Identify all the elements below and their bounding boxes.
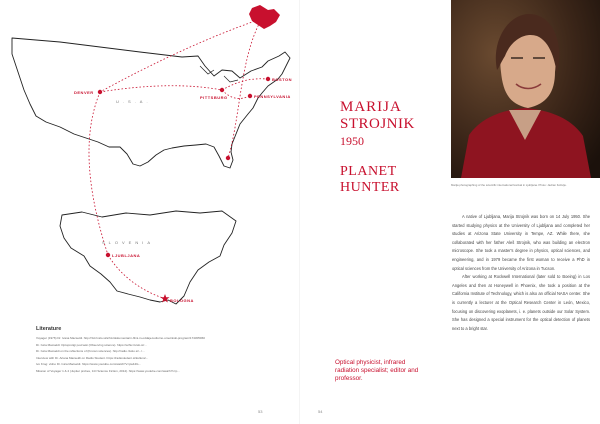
literature-item[interactable]: Dr. Ivica Macseldi: Optoprotigi povrseki (Observing science). https://arhiv.rtvslo.si/... (36, 342, 147, 347)
label-usa: U.S.A. (116, 99, 152, 104)
page-number-left: 53 (258, 409, 263, 414)
biography-paragraph-1: A native of Ljubljana, Marija Strojnik was born on 14 July 1950. She started studying physics at the University of Ljubljana and completed her studies at Arizona State University in Tempe, AZ. While there, she collaborated with her father Aleš Strojnik, who was building an electron microscope. She took a master's degree in physics, optical sciences, and engineering, and in 1979 became the first woman to receive a PhD in optical sciences from the University of Arizona in Tucson. (452, 214, 590, 271)
slovenia-outline (60, 211, 236, 304)
literature-item[interactable]: Voyager (1976) Dr. Ivana Macseldi. http://3d.rtvslo.si/arhiv/dokumentarni-filmi-in-oddaje-kulturno-umetniski-program/174305060 (36, 336, 205, 340)
marker-boston (266, 77, 270, 81)
label-boston: BOSTON (272, 77, 293, 82)
great-lakes (200, 66, 238, 82)
slovenia-red-icon (249, 5, 280, 29)
last-name: STROJNIK (340, 116, 415, 132)
label-slovenia: SLOVENIA (102, 240, 155, 245)
route-ljubljana-bologna (108, 255, 163, 298)
marker-denver (98, 90, 102, 94)
route-denver-pittsburg (100, 86, 222, 92)
page-number-right: 54 (318, 409, 323, 414)
route-slovenia-south (228, 22, 260, 158)
first-name: MARIJA (340, 99, 402, 115)
literature-heading: Literature (36, 326, 62, 332)
subtitle-line-2: HUNTER (340, 180, 400, 195)
role-description: Optical physicist, infrared radiation specialist; editor and professor. (335, 359, 419, 382)
marker-south (226, 156, 230, 160)
migration-map (0, 0, 300, 340)
label-denver: DENVER (74, 90, 94, 95)
marker-pittsburg (220, 88, 224, 92)
birth-year: 1950 (340, 134, 364, 148)
label-pennsylvania: PENNSYLVANIA (254, 94, 291, 99)
marker-ljubljana (106, 253, 110, 257)
literature-section (36, 326, 286, 376)
label-bologna: BOLOGNA (170, 298, 194, 303)
biography-text (452, 213, 590, 333)
portrait-photo (451, 0, 600, 178)
label-ljubljana: LJUBLJANA (112, 253, 141, 258)
route-denver-ljubljana (89, 92, 108, 255)
literature-item[interactable]: Interview with Dr. Ariana Macseldi on Radio Student. https://radiostudent.si/kultura/... (36, 355, 149, 360)
subtitle-line-1: PLANET (340, 164, 397, 179)
literature-item[interactable]: Dr. Ivica Macseldi on the reflections of (Known sciences). http://radio.rtvslo.si/.../... (36, 349, 145, 354)
biography-paragraph-2: After working at Rockwell International (later sold to Boeing) in Los Angeles and then at Honeywell in Phoenix, she took a position at the California Institute of Technology, which is also an official NASA center. She is currently a lecturer at the Optical Research Center in León, Mexico, focusing on discovering exoplanets, i. e. planets outside our Solar System. She has designed a special instrument for the optical detection of planets next to a bright star. (452, 274, 590, 331)
label-pittsburg: PITTSBURG (200, 95, 228, 100)
marker-pennsylvania (248, 94, 252, 98)
photo-caption: Marija photographing of the scientific international festival in Ljubljana. Photo: Jadran Koželje. (451, 183, 567, 187)
literature-item[interactable]: Ivo Krog: vidno Dr. Ivica Macseldi. https://www.youtube.com/watch?v=pw44G... (36, 362, 141, 367)
literature-item[interactable]: Mission of Voyager 1 & 2 (Jupiter probes, 3-D Science Fiction, 2014). https://www.youtube.com/watch?v=p... (36, 368, 180, 373)
title-block (340, 100, 415, 195)
